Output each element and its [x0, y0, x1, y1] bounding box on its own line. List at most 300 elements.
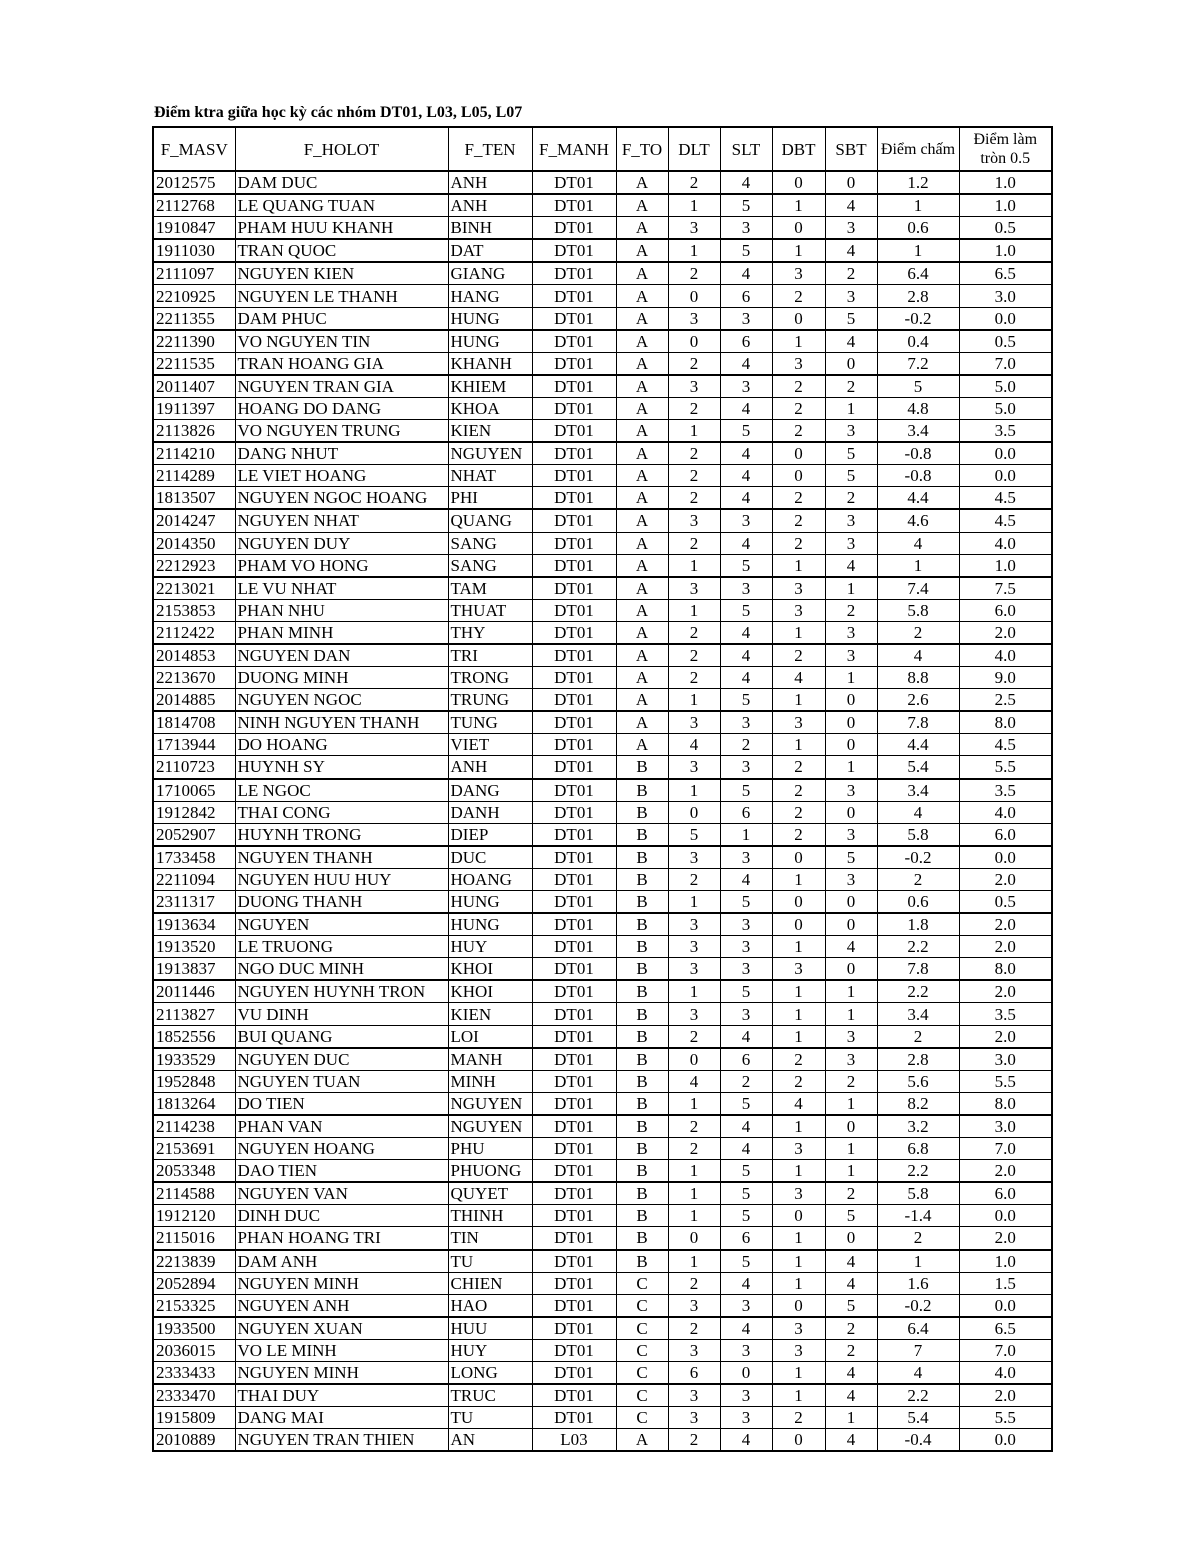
- cell-masv: 2213021: [153, 577, 235, 600]
- cell-diem-lam-tron: 3.0: [959, 1115, 1052, 1138]
- cell-manh: DT01: [532, 465, 616, 487]
- table-row: [153, 171, 1052, 194]
- cell-masv: 2113827: [153, 1003, 235, 1025]
- cell-sbt: 1: [825, 667, 877, 689]
- cell-ten: HUNG: [448, 330, 532, 353]
- cell-masv: 2011446: [153, 980, 235, 1003]
- column-header-manh: F_MANH: [532, 127, 616, 171]
- cell-ten: SANG: [448, 554, 532, 577]
- cell-dbt: 1: [772, 1003, 825, 1025]
- cell-masv: 1915809: [153, 1407, 235, 1429]
- cell-slt: 4: [720, 1025, 772, 1048]
- cell-dlt: 3: [668, 509, 720, 532]
- cell-sbt: 5: [825, 1205, 877, 1227]
- cell-diem-cham: 4: [877, 532, 959, 554]
- cell-dbt: 1: [772, 194, 825, 217]
- cell-diem-lam-tron: 9.0: [959, 667, 1052, 689]
- table-row: [153, 1182, 1052, 1205]
- cell-diem-cham: 2.2: [877, 1160, 959, 1183]
- cell-masv: 1713944: [153, 734, 235, 756]
- cell-dbt: 0: [772, 1294, 825, 1317]
- cell-dlt: 0: [668, 801, 720, 823]
- table-row: [153, 554, 1052, 577]
- cell-diem-cham: 4: [877, 801, 959, 823]
- table-row: [153, 1138, 1052, 1160]
- cell-ten: DANH: [448, 801, 532, 823]
- cell-diem-cham: 1.6: [877, 1272, 959, 1294]
- cell-slt: 3: [720, 1384, 772, 1407]
- cell-diem-lam-tron: 2.0: [959, 1384, 1052, 1407]
- column-header-holot: F_HOLOT: [235, 127, 448, 171]
- cell-dbt: 0: [772, 846, 825, 869]
- cell-slt: 5: [720, 1092, 772, 1115]
- cell-holot: DO HOANG: [235, 734, 448, 756]
- cell-to: B: [616, 1227, 668, 1250]
- cell-ten: HUNG: [448, 307, 532, 330]
- cell-slt: 4: [720, 644, 772, 667]
- cell-to: B: [616, 1250, 668, 1273]
- cell-sbt: 3: [825, 532, 877, 554]
- cell-diem-lam-tron: 8.0: [959, 1092, 1052, 1115]
- cell-ten: HUU: [448, 1317, 532, 1340]
- cell-ten: DIEP: [448, 823, 532, 846]
- cell-slt: 3: [720, 1339, 772, 1361]
- cell-masv: 1911030: [153, 239, 235, 262]
- cell-dlt: 3: [668, 913, 720, 936]
- cell-sbt: 0: [825, 801, 877, 823]
- cell-to: A: [616, 487, 668, 510]
- cell-holot: THAI CONG: [235, 801, 448, 823]
- cell-ten: TRONG: [448, 667, 532, 689]
- cell-diem-lam-tron: 0.0: [959, 442, 1052, 465]
- cell-dbt: 0: [772, 891, 825, 914]
- cell-to: A: [616, 577, 668, 600]
- table-row: [153, 913, 1052, 936]
- cell-diem-lam-tron: 4.0: [959, 644, 1052, 667]
- cell-dbt: 1: [772, 1115, 825, 1138]
- cell-ten: VIET: [448, 734, 532, 756]
- cell-to: A: [616, 532, 668, 554]
- cell-dbt: 0: [772, 442, 825, 465]
- cell-dbt: 2: [772, 801, 825, 823]
- cell-holot: NGUYEN VAN: [235, 1182, 448, 1205]
- cell-to: A: [616, 1429, 668, 1452]
- cell-diem-lam-tron: 8.0: [959, 958, 1052, 981]
- table-row: [153, 307, 1052, 330]
- cell-dlt: 1: [668, 420, 720, 443]
- cell-sbt: 1: [825, 1138, 877, 1160]
- cell-diem-lam-tron: 0.0: [959, 1294, 1052, 1317]
- cell-diem-cham: 5.4: [877, 756, 959, 779]
- cell-ten: PHI: [448, 487, 532, 510]
- cell-diem-lam-tron: 7.5: [959, 577, 1052, 600]
- cell-ten: TU: [448, 1250, 532, 1273]
- cell-dlt: 2: [668, 262, 720, 285]
- cell-manh: DT01: [532, 262, 616, 285]
- cell-manh: DT01: [532, 239, 616, 262]
- cell-sbt: 2: [825, 487, 877, 510]
- cell-manh: DT01: [532, 352, 616, 375]
- cell-slt: 5: [720, 891, 772, 914]
- cell-diem-lam-tron: 0.0: [959, 307, 1052, 330]
- cell-dbt: 1: [772, 554, 825, 577]
- cell-holot: NGUYEN DUC: [235, 1048, 448, 1071]
- table-row: [153, 936, 1052, 958]
- cell-diem-lam-tron: 3.5: [959, 1003, 1052, 1025]
- cell-ten: ANH: [448, 171, 532, 194]
- cell-manh: DT01: [532, 756, 616, 779]
- cell-manh: DT01: [532, 1407, 616, 1429]
- cell-dlt: 3: [668, 936, 720, 958]
- cell-masv: 2211355: [153, 307, 235, 330]
- cell-ten: CHIEN: [448, 1272, 532, 1294]
- cell-to: B: [616, 1160, 668, 1183]
- cell-masv: 1913634: [153, 913, 235, 936]
- cell-dbt: 1: [772, 980, 825, 1003]
- column-header-slt: SLT: [720, 127, 772, 171]
- cell-diem-cham: 5.8: [877, 599, 959, 621]
- cell-dbt: 3: [772, 1182, 825, 1205]
- cell-diem-lam-tron: 6.0: [959, 823, 1052, 846]
- cell-diem-cham: 3.4: [877, 420, 959, 443]
- cell-manh: DT01: [532, 487, 616, 510]
- cell-diem-lam-tron: 4.5: [959, 509, 1052, 532]
- cell-ten: KHOI: [448, 980, 532, 1003]
- cell-dbt: 2: [772, 285, 825, 307]
- cell-masv: 2114210: [153, 442, 235, 465]
- cell-to: C: [616, 1339, 668, 1361]
- cell-to: B: [616, 936, 668, 958]
- cell-manh: DT01: [532, 1294, 616, 1317]
- cell-masv: 2110723: [153, 756, 235, 779]
- cell-dbt: 3: [772, 1339, 825, 1361]
- cell-ten: TRUNG: [448, 689, 532, 712]
- cell-sbt: 3: [825, 509, 877, 532]
- cell-diem-lam-tron: 2.0: [959, 980, 1052, 1003]
- cell-masv: 2311317: [153, 891, 235, 914]
- cell-slt: 6: [720, 330, 772, 353]
- table-body: [153, 171, 1052, 1451]
- cell-sbt: 5: [825, 465, 877, 487]
- cell-masv: 1710065: [153, 779, 235, 802]
- cell-diem-lam-tron: 6.0: [959, 1182, 1052, 1205]
- cell-slt: 2: [720, 734, 772, 756]
- cell-holot: HUYNH SY: [235, 756, 448, 779]
- cell-diem-lam-tron: 6.0: [959, 599, 1052, 621]
- cell-diem-cham: 2: [877, 621, 959, 644]
- cell-dbt: 1: [772, 936, 825, 958]
- cell-dbt: 3: [772, 599, 825, 621]
- cell-diem-lam-tron: 8.0: [959, 711, 1052, 734]
- cell-holot: NGUYEN LE THANH: [235, 285, 448, 307]
- cell-to: A: [616, 194, 668, 217]
- cell-manh: DT01: [532, 307, 616, 330]
- cell-manh: DT01: [532, 1182, 616, 1205]
- cell-manh: DT01: [532, 913, 616, 936]
- cell-dbt: 0: [772, 465, 825, 487]
- cell-holot: TRAN QUOC: [235, 239, 448, 262]
- cell-dbt: 1: [772, 239, 825, 262]
- cell-masv: 2153325: [153, 1294, 235, 1317]
- cell-masv: 2010889: [153, 1429, 235, 1452]
- cell-diem-cham: 2.2: [877, 1384, 959, 1407]
- cell-holot: PHAN HOANG TRI: [235, 1227, 448, 1250]
- cell-holot: VU DINH: [235, 1003, 448, 1025]
- cell-dbt: 2: [772, 756, 825, 779]
- cell-sbt: 0: [825, 891, 877, 914]
- cell-diem-cham: 1: [877, 239, 959, 262]
- cell-sbt: 2: [825, 599, 877, 621]
- cell-slt: 3: [720, 958, 772, 981]
- cell-holot: NGO DUC MINH: [235, 958, 448, 981]
- cell-sbt: 2: [825, 1339, 877, 1361]
- cell-manh: DT01: [532, 577, 616, 600]
- cell-diem-lam-tron: 0.5: [959, 330, 1052, 353]
- table-row: [153, 1272, 1052, 1294]
- cell-ten: LOI: [448, 1025, 532, 1048]
- cell-to: C: [616, 1361, 668, 1384]
- cell-slt: 3: [720, 1294, 772, 1317]
- table-row: [153, 1160, 1052, 1183]
- table-row: [153, 1361, 1052, 1384]
- cell-ten: DANG: [448, 779, 532, 802]
- cell-dbt: 1: [772, 734, 825, 756]
- cell-holot: PHAM HUU KHANH: [235, 217, 448, 240]
- cell-dlt: 2: [668, 1025, 720, 1048]
- cell-slt: 6: [720, 285, 772, 307]
- cell-dlt: 4: [668, 1070, 720, 1092]
- cell-to: B: [616, 1048, 668, 1071]
- table-row: [153, 1384, 1052, 1407]
- table-row: [153, 1092, 1052, 1115]
- cell-diem-cham: 1.8: [877, 913, 959, 936]
- cell-manh: DT01: [532, 823, 616, 846]
- cell-dbt: 3: [772, 577, 825, 600]
- cell-ten: PHU: [448, 1138, 532, 1160]
- cell-manh: DT01: [532, 1317, 616, 1340]
- cell-diem-cham: 2: [877, 1227, 959, 1250]
- cell-sbt: 1: [825, 756, 877, 779]
- cell-manh: DT01: [532, 868, 616, 890]
- cell-to: A: [616, 397, 668, 419]
- cell-slt: 4: [720, 1115, 772, 1138]
- cell-holot: PHAN NHU: [235, 599, 448, 621]
- cell-to: B: [616, 891, 668, 914]
- cell-to: B: [616, 980, 668, 1003]
- cell-slt: 3: [720, 509, 772, 532]
- cell-masv: 1912842: [153, 801, 235, 823]
- cell-to: B: [616, 1115, 668, 1138]
- column-header-dbt: DBT: [772, 127, 825, 171]
- cell-dlt: 1: [668, 980, 720, 1003]
- column-header-to: F_TO: [616, 127, 668, 171]
- cell-holot: THAI DUY: [235, 1384, 448, 1407]
- cell-holot: NGUYEN DUY: [235, 532, 448, 554]
- cell-diem-cham: 5.8: [877, 823, 959, 846]
- table-row: [153, 868, 1052, 890]
- cell-ten: TRUC: [448, 1384, 532, 1407]
- cell-to: A: [616, 262, 668, 285]
- cell-sbt: 0: [825, 689, 877, 712]
- cell-dlt: 2: [668, 397, 720, 419]
- cell-diem-cham: 2.2: [877, 936, 959, 958]
- cell-dlt: 3: [668, 577, 720, 600]
- cell-ten: HUNG: [448, 913, 532, 936]
- cell-diem-cham: 3.4: [877, 1003, 959, 1025]
- cell-dlt: 3: [668, 1407, 720, 1429]
- cell-holot: LE NGOC: [235, 779, 448, 802]
- cell-holot: DAM PHUC: [235, 307, 448, 330]
- cell-masv: 2211535: [153, 352, 235, 375]
- cell-dlt: 0: [668, 285, 720, 307]
- cell-slt: 5: [720, 420, 772, 443]
- cell-to: B: [616, 913, 668, 936]
- cell-slt: 3: [720, 1003, 772, 1025]
- table-row: [153, 756, 1052, 779]
- table-row: [153, 734, 1052, 756]
- cell-diem-lam-tron: 3.5: [959, 779, 1052, 802]
- cell-diem-cham: 2.8: [877, 1048, 959, 1071]
- cell-manh: DT01: [532, 397, 616, 419]
- cell-sbt: 4: [825, 936, 877, 958]
- cell-diem-lam-tron: 7.0: [959, 352, 1052, 375]
- cell-dlt: 1: [668, 1250, 720, 1273]
- cell-dbt: 4: [772, 667, 825, 689]
- cell-ten: HOANG: [448, 868, 532, 890]
- cell-holot: NGUYEN THANH: [235, 846, 448, 869]
- cell-diem-lam-tron: 5.0: [959, 375, 1052, 398]
- table-row: [153, 1407, 1052, 1429]
- cell-dlt: 3: [668, 217, 720, 240]
- cell-masv: 1814708: [153, 711, 235, 734]
- cell-slt: 4: [720, 868, 772, 890]
- cell-diem-cham: 0.6: [877, 217, 959, 240]
- cell-dlt: 3: [668, 1294, 720, 1317]
- cell-dbt: 1: [772, 621, 825, 644]
- cell-manh: DT01: [532, 621, 616, 644]
- cell-diem-lam-tron: 3.5: [959, 420, 1052, 443]
- cell-diem-cham: 2.2: [877, 980, 959, 1003]
- cell-diem-lam-tron: 4.0: [959, 1361, 1052, 1384]
- cell-dlt: 0: [668, 1048, 720, 1071]
- cell-dbt: 2: [772, 1070, 825, 1092]
- cell-dbt: 2: [772, 420, 825, 443]
- cell-sbt: 4: [825, 1361, 877, 1384]
- cell-ten: TAM: [448, 577, 532, 600]
- table-row: [153, 1003, 1052, 1025]
- cell-masv: 2113826: [153, 420, 235, 443]
- cell-slt: 5: [720, 689, 772, 712]
- cell-holot: NGUYEN HUU HUY: [235, 868, 448, 890]
- table-row: [153, 217, 1052, 240]
- cell-sbt: 2: [825, 1070, 877, 1092]
- cell-slt: 4: [720, 1429, 772, 1452]
- cell-dbt: 2: [772, 509, 825, 532]
- cell-sbt: 3: [825, 823, 877, 846]
- column-header-sbt: SBT: [825, 127, 877, 171]
- cell-to: A: [616, 734, 668, 756]
- cell-sbt: 1: [825, 1160, 877, 1183]
- cell-masv: 2333433: [153, 1361, 235, 1384]
- table-row: [153, 577, 1052, 600]
- cell-ten: HANG: [448, 285, 532, 307]
- cell-holot: DANG NHUT: [235, 442, 448, 465]
- cell-diem-cham: 7.8: [877, 958, 959, 981]
- cell-holot: BUI QUANG: [235, 1025, 448, 1048]
- table-row: [153, 823, 1052, 846]
- cell-masv: 2052894: [153, 1272, 235, 1294]
- cell-dlt: 3: [668, 1384, 720, 1407]
- cell-masv: 1910847: [153, 217, 235, 240]
- cell-manh: DT01: [532, 217, 616, 240]
- cell-manh: DT01: [532, 1160, 616, 1183]
- cell-masv: 2011407: [153, 375, 235, 398]
- cell-slt: 5: [720, 239, 772, 262]
- cell-diem-lam-tron: 4.5: [959, 487, 1052, 510]
- cell-slt: 4: [720, 532, 772, 554]
- cell-sbt: 5: [825, 846, 877, 869]
- table-row: [153, 1339, 1052, 1361]
- cell-holot: DAM ANH: [235, 1250, 448, 1273]
- cell-manh: DT01: [532, 936, 616, 958]
- cell-slt: 5: [720, 1160, 772, 1183]
- cell-dlt: 1: [668, 554, 720, 577]
- cell-sbt: 4: [825, 1429, 877, 1452]
- cell-manh: DT01: [532, 1250, 616, 1273]
- cell-diem-lam-tron: 2.0: [959, 621, 1052, 644]
- cell-diem-cham: 3.2: [877, 1115, 959, 1138]
- cell-slt: 3: [720, 375, 772, 398]
- table-row: [153, 487, 1052, 510]
- column-header-masv: F_MASV: [153, 127, 235, 171]
- cell-diem-cham: 1.2: [877, 171, 959, 194]
- cell-masv: 1913520: [153, 936, 235, 958]
- cell-to: B: [616, 1092, 668, 1115]
- cell-diem-cham: 7.8: [877, 711, 959, 734]
- cell-diem-lam-tron: 1.0: [959, 1250, 1052, 1273]
- cell-manh: L03: [532, 1429, 616, 1452]
- cell-dbt: 1: [772, 1227, 825, 1250]
- table-row: [153, 801, 1052, 823]
- cell-to: A: [616, 375, 668, 398]
- cell-to: B: [616, 1138, 668, 1160]
- cell-to: A: [616, 599, 668, 621]
- cell-manh: DT01: [532, 980, 616, 1003]
- cell-sbt: 4: [825, 194, 877, 217]
- cell-manh: DT01: [532, 1205, 616, 1227]
- column-header-dlt: DLT: [668, 127, 720, 171]
- cell-to: C: [616, 1272, 668, 1294]
- cell-dbt: 3: [772, 711, 825, 734]
- cell-manh: DT01: [532, 1138, 616, 1160]
- cell-dbt: 1: [772, 330, 825, 353]
- cell-ten: ANH: [448, 756, 532, 779]
- cell-holot: LE QUANG TUAN: [235, 194, 448, 217]
- cell-sbt: 3: [825, 420, 877, 443]
- cell-to: A: [616, 554, 668, 577]
- cell-ten: GIANG: [448, 262, 532, 285]
- table-row: [153, 375, 1052, 398]
- table-row: [153, 194, 1052, 217]
- cell-slt: 4: [720, 442, 772, 465]
- cell-dlt: 1: [668, 1205, 720, 1227]
- cell-dlt: 2: [668, 868, 720, 890]
- cell-masv: 2012575: [153, 171, 235, 194]
- cell-masv: 1913837: [153, 958, 235, 981]
- cell-dlt: 1: [668, 1160, 720, 1183]
- cell-diem-cham: -0.4: [877, 1429, 959, 1452]
- cell-diem-cham: 0.6: [877, 891, 959, 914]
